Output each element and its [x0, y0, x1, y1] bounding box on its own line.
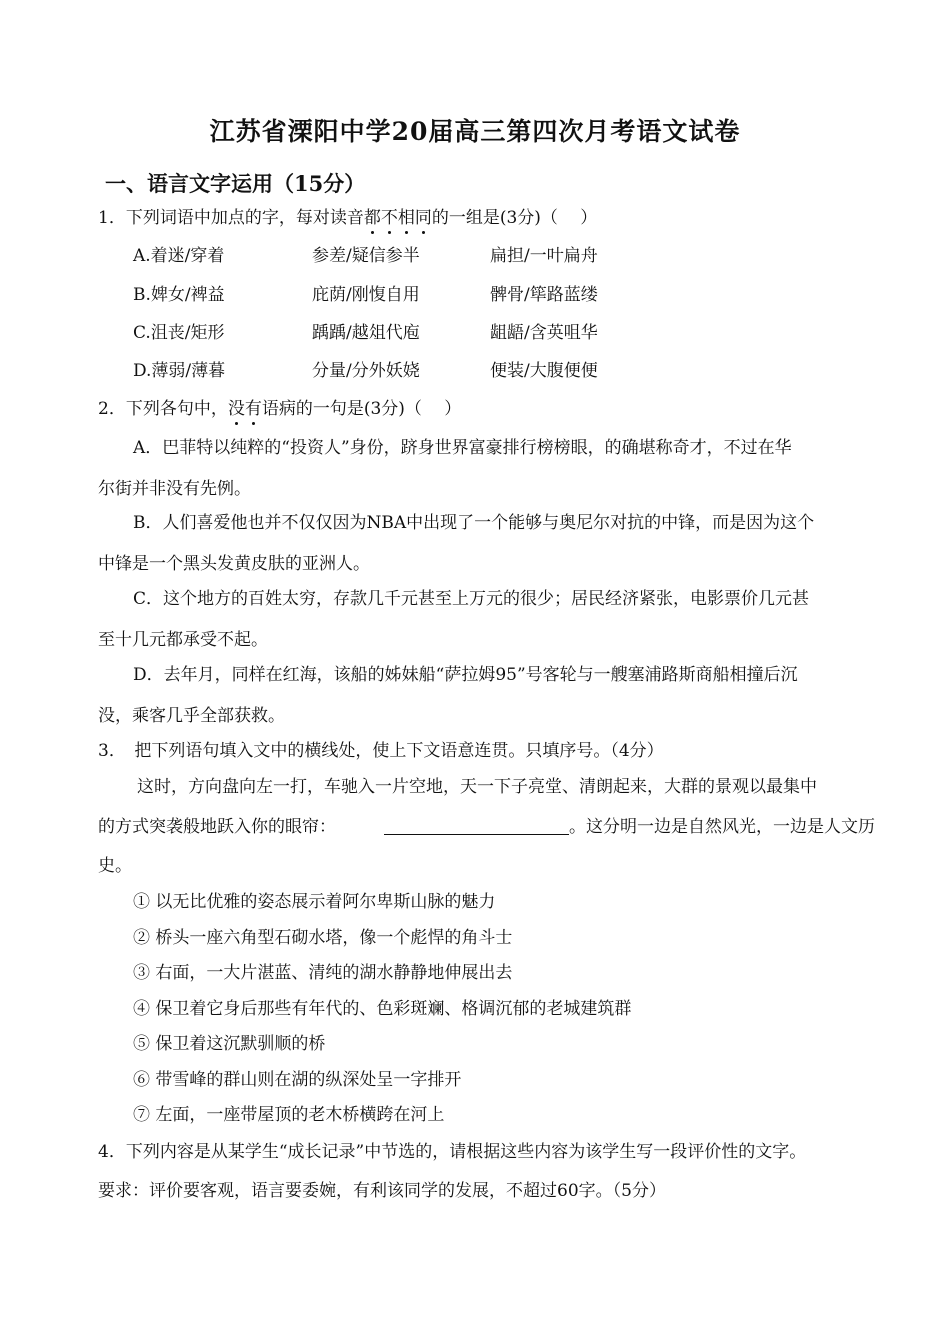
question-1-stem: [98, 207, 597, 229]
section-heading: 一、语言文字运用（15分）: [105, 171, 366, 196]
q2-option-d-line1: D．去年月，同样在红海，该船的姊妹船“萨拉姆95”号客轮与一艘塞浦路斯商船相撞后沉: [133, 665, 798, 685]
q2-option-b-line1: B．人们喜爱他也并不仅仅因为NBA中出现了一个能够与奥尼尔对抗的中锋，而是因为这个: [133, 513, 815, 533]
question-2-stem: [98, 398, 461, 420]
q1-option-item: D.薄弱/薄暮: [133, 361, 226, 381]
q2-option-c-line2: 至十几元都承受不起。: [98, 630, 268, 650]
q3-passage-line1: 这时，方向盘向左一打，车驰入一片空地，天一下子亮堂、清朗起来，大群的景观以最集中: [137, 777, 817, 797]
question-4-stem-line2: 要求：评价要客观，语言要委婉，有利该同学的发展，不超过60字。（5分）: [98, 1181, 666, 1201]
q2-option-d-line2: 没，乘客几乎全部获救。: [98, 706, 285, 726]
q2-stem-text-end: 语病的一句是(3分)（ ）: [261, 399, 462, 419]
question-4-stem-line1: 4．下列内容是从某学生“成长记录”中节选的，请根据这些内容为该学生写一段评价性的文字。: [98, 1142, 807, 1162]
q1-option-item: 参差/疑信参半: [312, 246, 420, 266]
q2-emphasis-dotted: 没有: [227, 399, 262, 419]
q3-sentence-item: ② 桥头一座六角型石砌水塔，像一个彪悍的角斗士: [133, 927, 513, 948]
q1-option-item: 分量/分外妖娆: [312, 361, 420, 381]
q1-stem-text-end: 的一组是(3分)（ ）: [431, 208, 598, 228]
answer-blank[interactable]: [384, 816, 569, 835]
q3-sentence-item: ① 以无比优雅的姿态展示着阿尔卑斯山脉的魅力: [133, 892, 496, 912]
q2-option-a-line2: 尔街并非没有先例。: [98, 479, 251, 499]
q3-sentence-item: ⑤ 保卫着这沉默驯顺的桥: [133, 1034, 326, 1054]
q1-option-item: 便装/大腹便便: [490, 361, 598, 381]
q1-option-item: 髀骨/筚路蓝缕: [490, 285, 598, 305]
q1-option-item: C.沮丧/矩形: [133, 323, 225, 343]
q3-sentence-item: ⑦ 左面，一座带屋顶的老木桥横跨在河上: [133, 1105, 445, 1125]
q1-option-item: 龃龉/含英咀华: [490, 323, 598, 343]
q3-sentence-item: ⑥ 带雪峰的群山则在湖的纵深处呈一字排开: [133, 1069, 462, 1090]
q1-emphasis-dotted: 都不相同: [363, 208, 432, 228]
q1-stem-text: 1．下列词语中加点的字，每对读音: [98, 208, 364, 228]
q3-passage-text: 的方式突袭般地跃入你的眼帘：: [98, 817, 336, 837]
q3-passage-text-end: 。这分明一边是自然风光，一边是人文历: [569, 817, 875, 837]
q1-option-item: 庇荫/刚愎自用: [312, 285, 420, 305]
q1-option-item: 扁担/一叶扁舟: [490, 246, 598, 266]
q2-stem-text: 2．下列各句中，: [98, 399, 228, 419]
q1-option-item: B.婢女/裨益: [133, 285, 225, 305]
q3-passage-line2: [98, 816, 875, 838]
q1-option-item: 踽踽/越俎代庖: [312, 323, 420, 343]
page-title: 江苏省溧阳中学20届高三第四次月考语文试卷: [209, 117, 741, 146]
q3-sentence-item: ④ 保卫着它身后那些有年代的、色彩斑斓、格调沉郁的老城建筑群: [133, 998, 632, 1019]
q1-option-item: A.着迷/穿着: [133, 246, 225, 266]
question-3-stem: 3． 把下列语句填入文中的横线处，使上下文语意连贯。只填序号。（4分）: [98, 741, 664, 761]
q2-option-b-line2: 中锋是一个黑头发黄皮肤的亚洲人。: [98, 554, 370, 574]
q3-passage-line3: 史。: [98, 856, 132, 876]
q2-option-a-line1: A．巴菲特以纯粹的“投资人”身份，跻身世界富豪排行榜榜眼，的确堪称奇才，不过在华: [133, 438, 792, 458]
q2-option-c-line1: C．这个地方的百姓太穷，存款几千元甚至上万元的很少；居民经济紧张，电影票价几元甚: [133, 589, 810, 609]
q3-sentence-item: ③ 右面，一大片湛蓝、清纯的湖水静静地伸展出去: [133, 963, 513, 983]
